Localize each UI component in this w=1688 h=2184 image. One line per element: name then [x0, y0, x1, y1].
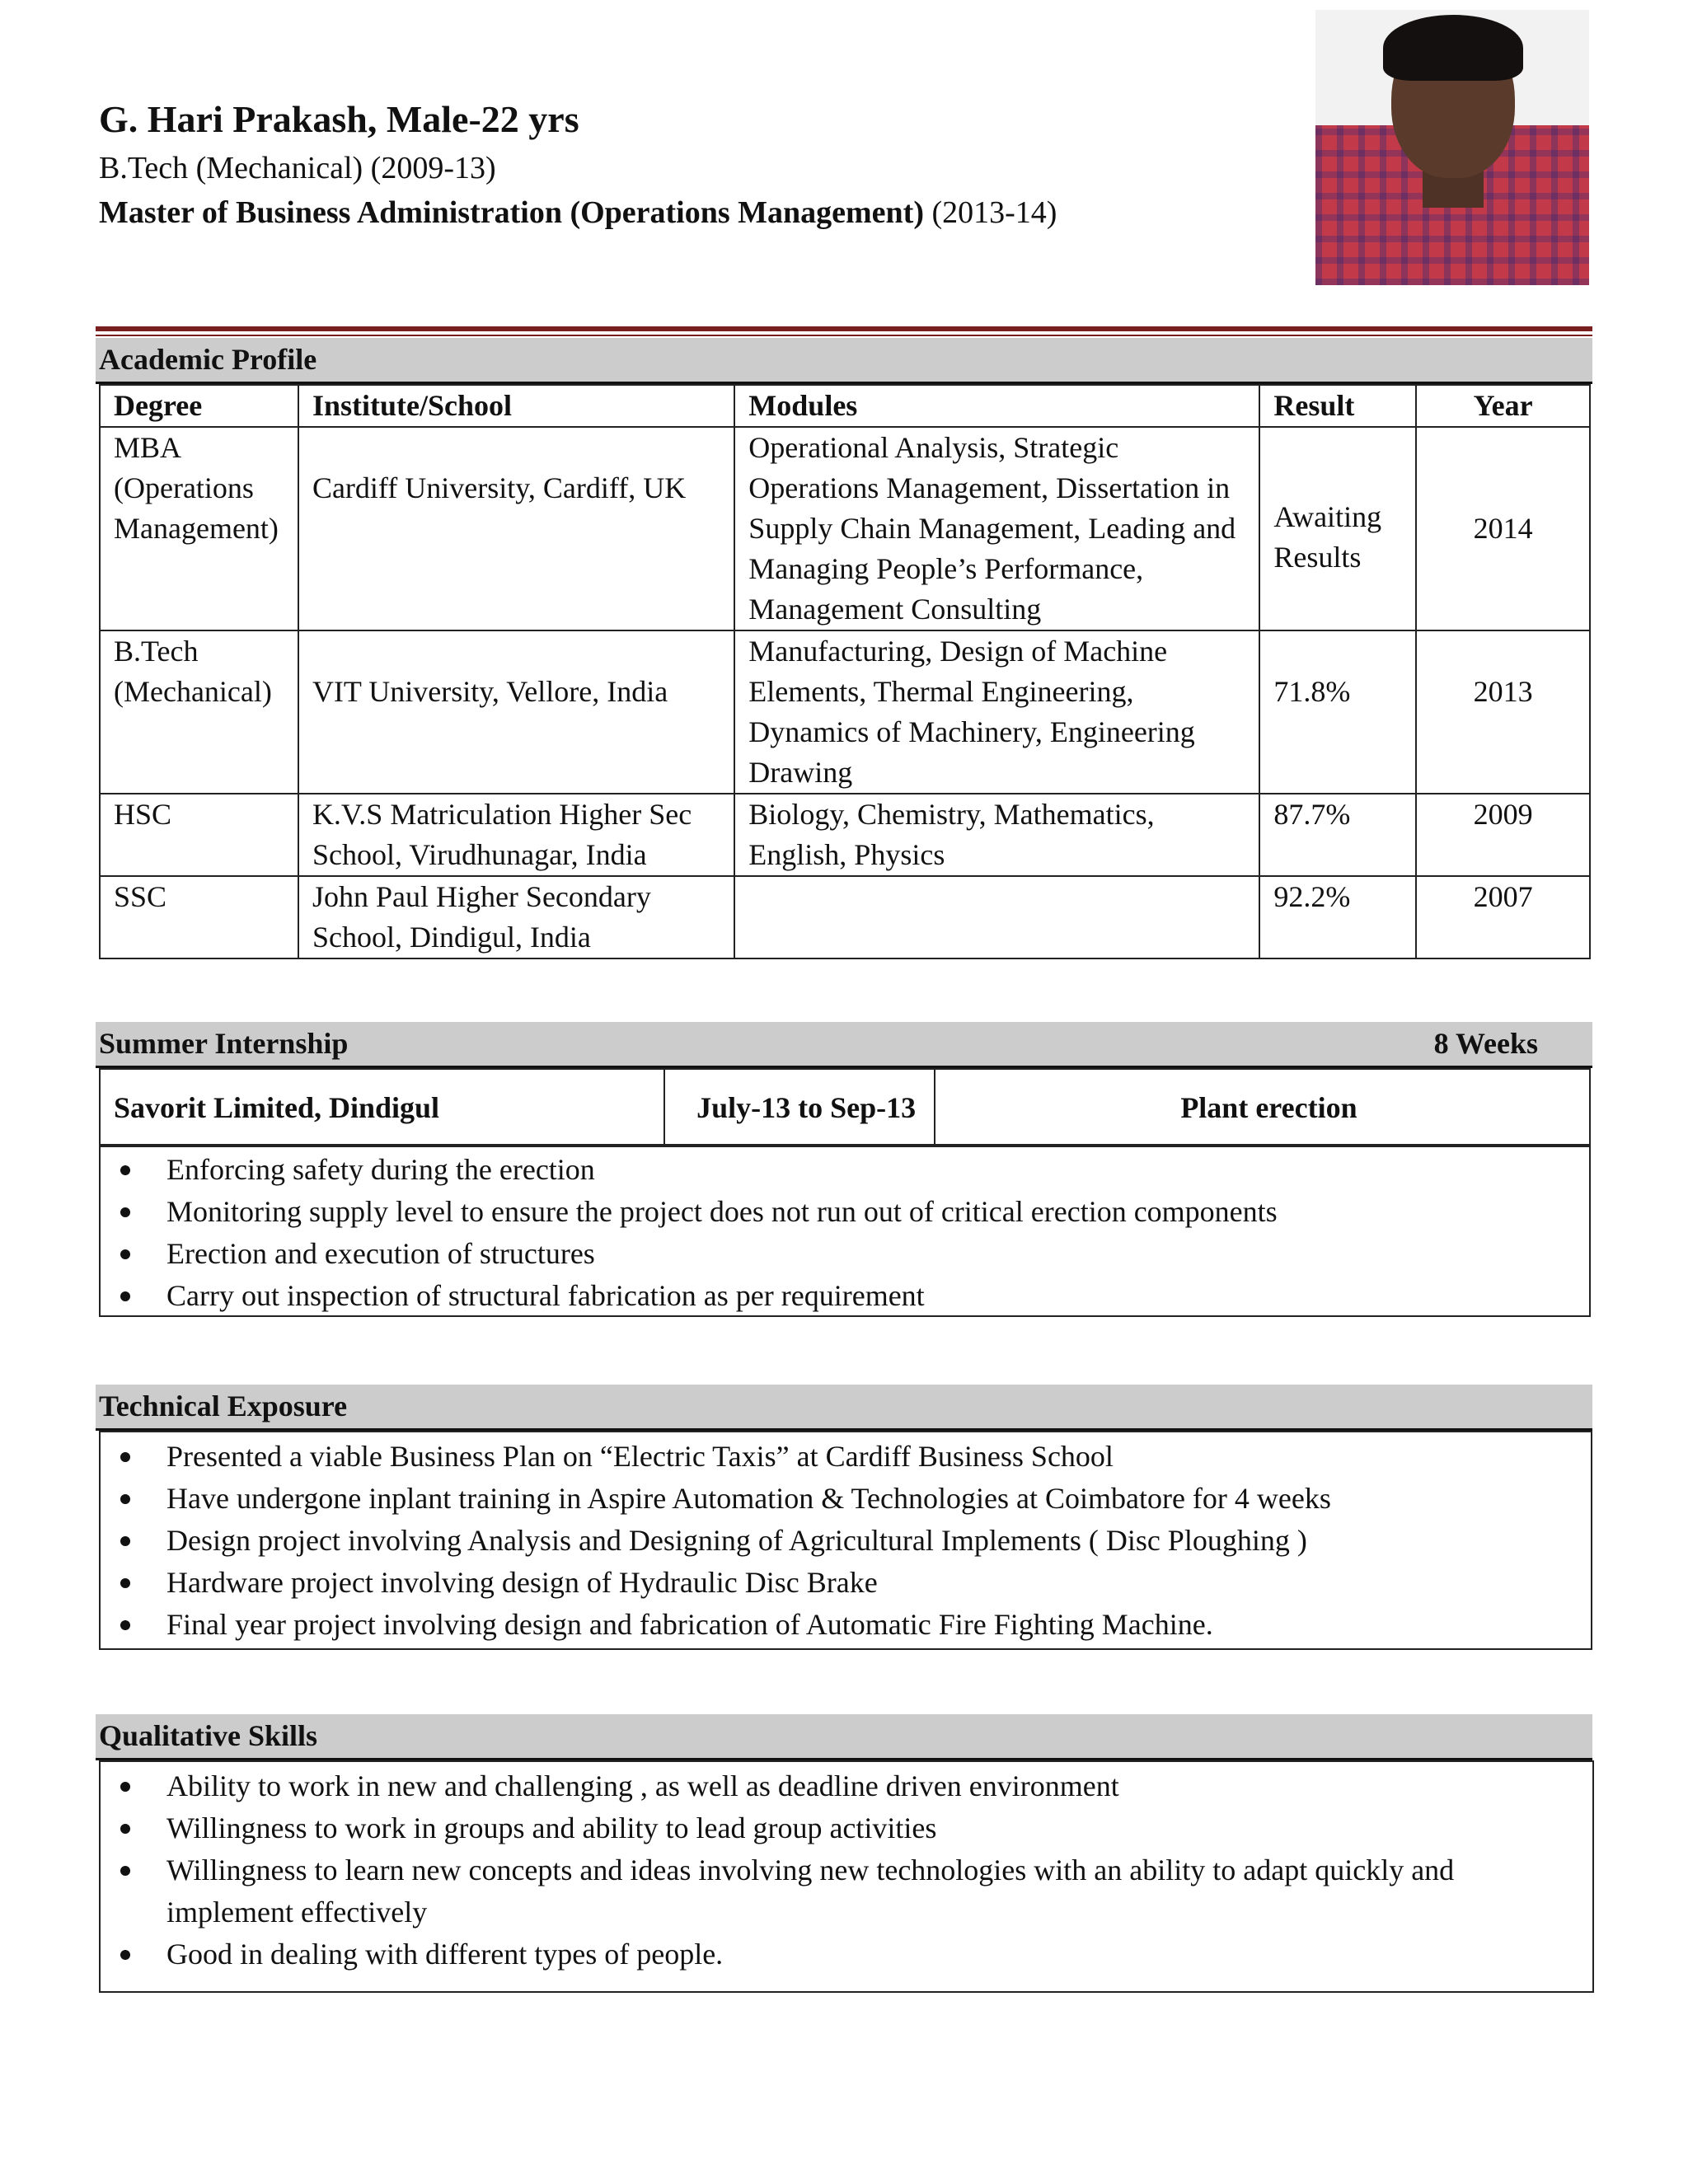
- academic-table: [99, 384, 1591, 959]
- result-cell: 87.7%: [1259, 794, 1416, 876]
- result-cell: 92.2%: [1259, 876, 1416, 958]
- table-row: [100, 794, 1590, 876]
- degree-mba-title: Master of Business Administration (Operations Management): [99, 195, 924, 230]
- modules-cell: Biology, Chemistry, Mathematics, English, Physics: [734, 794, 1259, 876]
- result-cell: Awaiting Results: [1259, 427, 1416, 630]
- column-header: Degree: [100, 385, 298, 427]
- degree-line: SSC: [114, 880, 167, 913]
- year-cell: 2014: [1416, 427, 1590, 630]
- institute-cell: Cardiff University, Cardiff, UK: [298, 427, 734, 630]
- table-header-row: [100, 385, 1590, 427]
- institute-cell: K.V.S Matriculation Higher Sec School, Virudhunagar, India: [298, 794, 734, 876]
- table-row: [100, 630, 1590, 794]
- section-rule: [96, 326, 1592, 331]
- list-item: Good in dealing with different types of people.: [101, 1933, 1543, 1975]
- result-cell: 71.8%: [1259, 630, 1416, 794]
- academic-profile-heading: [96, 338, 1592, 384]
- internship-role: Plant erection: [935, 1069, 1590, 1146]
- list-item: Final year project involving design and fabrication of Automatic Fire Fighting Machine.: [101, 1604, 1591, 1646]
- section-rule-thin: [96, 335, 1592, 336]
- internship-period: July-13 to Sep-13: [664, 1069, 935, 1146]
- academic-profile-title: Academic Profile: [99, 343, 317, 376]
- modules-cell: Manufacturing, Design of Machine Elements, Thermal Engineering, Dynamics of Machinery, Engineering Drawing: [734, 630, 1259, 794]
- modules-cell: Operational Analysis, Strategic Operations Management, Dissertation in Supply Chain Management, Leading and Managing People’s Performance, Management Consulting: [734, 427, 1259, 630]
- technical-exposure-heading: [96, 1385, 1592, 1431]
- list-item: Erection and execution of structures: [101, 1233, 1589, 1275]
- list-item: Design project involving Analysis and Designing of Agricultural Implements ( Disc Ploughing ): [101, 1520, 1591, 1562]
- year-cell: 2013: [1416, 630, 1590, 794]
- degree-line: B.Tech: [114, 635, 199, 668]
- degree-line: (Operations: [114, 471, 254, 504]
- internship-company: Savorit Limited, Dindigul: [100, 1069, 664, 1146]
- institute-cell: John Paul Higher Secondary School, Dindigul, India: [298, 876, 734, 958]
- degree-mba: [99, 194, 1057, 231]
- degree-line: HSC: [114, 798, 172, 831]
- list-item: Willingness to learn new concepts and ideas involving new technologies with an ability to adapt quickly and implement effectively: [101, 1849, 1543, 1933]
- internship-row: [100, 1069, 1590, 1146]
- degree-line: (Mechanical): [114, 675, 272, 708]
- degree-line: Management): [114, 512, 279, 545]
- internship-duration: 8 Weeks: [1433, 1027, 1538, 1060]
- list-item: Ability to work in new and challenging , as well as deadline driven environment: [101, 1765, 1543, 1807]
- technical-exposure-title: Technical Exposure: [99, 1390, 348, 1422]
- degree-mba-years: (2013-14): [924, 195, 1057, 230]
- technical-bullets: [99, 1431, 1592, 1650]
- qualitative-skills-title: Qualitative Skills: [99, 1719, 318, 1752]
- candidate-name: G. Hari Prakash, Male-22 yrs: [99, 98, 579, 140]
- degree-cell: [100, 427, 298, 630]
- list-item: Presented a viable Business Plan on “Electric Taxis” at Cardiff Business School: [101, 1436, 1591, 1478]
- degree-cell: [100, 630, 298, 794]
- list-item: Have undergone inplant training in Aspire Automation & Technologies at Coimbatore for 4 weeks: [101, 1478, 1591, 1520]
- internship-details: [99, 1068, 1591, 1147]
- degree-cell: [100, 876, 298, 958]
- modules-cell: [734, 876, 1259, 958]
- column-header: Institute/School: [298, 385, 734, 427]
- profile-photo: [1315, 10, 1589, 285]
- degree-btech: B.Tech (Mechanical) (2009-13): [99, 151, 496, 185]
- institute-cell: VIT University, Vellore, India: [298, 630, 734, 794]
- summer-internship-title: Summer Internship: [99, 1027, 349, 1060]
- qualitative-bullets: [99, 1760, 1594, 1993]
- qualitative-skills-heading: [96, 1714, 1592, 1760]
- list-item: Enforcing safety during the erection: [101, 1149, 1589, 1191]
- table-row: [100, 427, 1590, 630]
- year-cell: 2007: [1416, 876, 1590, 958]
- column-header: Result: [1259, 385, 1416, 427]
- degree-cell: [100, 794, 298, 876]
- list-item: Hardware project involving design of Hydraulic Disc Brake: [101, 1562, 1591, 1604]
- list-item: Willingness to work in groups and ability to lead group activities: [101, 1807, 1543, 1849]
- column-header: Modules: [734, 385, 1259, 427]
- year-cell: 2009: [1416, 794, 1590, 876]
- summer-internship-heading: [96, 1022, 1592, 1068]
- list-item: Monitoring supply level to ensure the project does not run out of critical erection components: [101, 1191, 1589, 1233]
- list-item: Carry out inspection of structural fabrication as per requirement: [101, 1275, 1589, 1317]
- column-header: Year: [1416, 385, 1590, 427]
- internship-bullets: [99, 1144, 1591, 1317]
- degree-line: MBA: [114, 431, 182, 464]
- table-row: [100, 876, 1590, 958]
